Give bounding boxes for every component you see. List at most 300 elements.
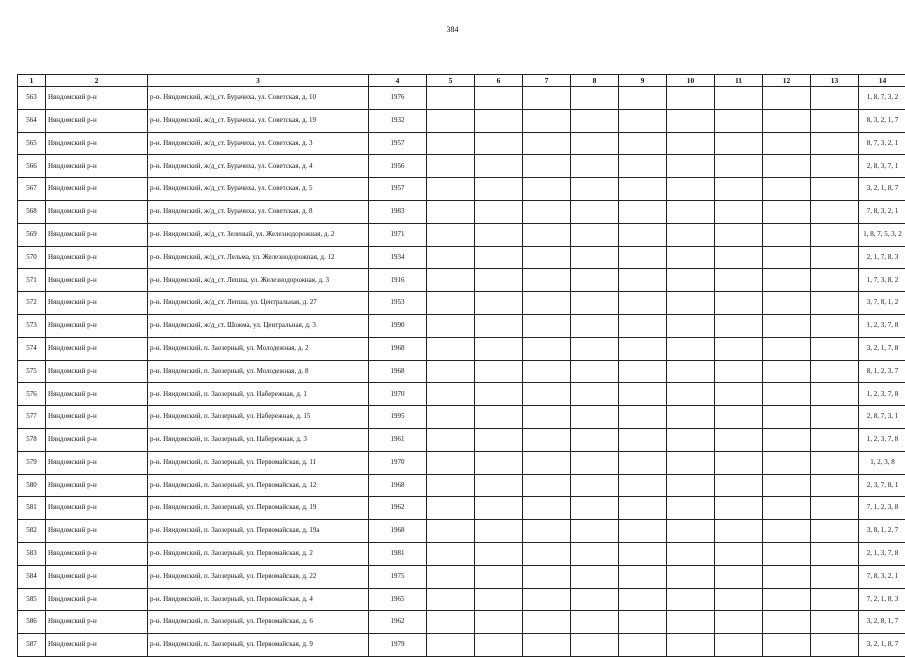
empty-cell — [619, 155, 667, 178]
empty-cell — [475, 634, 523, 657]
empty-cell — [667, 178, 715, 201]
year-cell: 1970 — [369, 451, 427, 474]
year-cell: 1975 — [369, 565, 427, 588]
table-row — [18, 87, 905, 110]
district-cell: Няндомский р-н — [46, 87, 148, 110]
row-number-cell: 574 — [18, 337, 46, 360]
empty-cell — [715, 565, 763, 588]
empty-cell — [523, 269, 571, 292]
empty-cell — [715, 520, 763, 543]
address-cell: р-н. Няндомский, п. Заозерный, ул. Набережная, д. 1 — [148, 383, 369, 406]
empty-cell — [475, 474, 523, 497]
column-header: 10 — [667, 75, 715, 87]
empty-cell — [571, 87, 619, 110]
empty-cell — [427, 178, 475, 201]
empty-cell — [571, 132, 619, 155]
empty-cell — [523, 383, 571, 406]
row-number-cell: 568 — [18, 200, 46, 223]
district-cell: Няндомский р-н — [46, 109, 148, 132]
table-row — [18, 520, 905, 543]
empty-cell — [811, 634, 859, 657]
empty-cell — [475, 223, 523, 246]
empty-cell — [715, 200, 763, 223]
column-header: 4 — [369, 75, 427, 87]
empty-cell — [571, 223, 619, 246]
empty-cell — [715, 109, 763, 132]
empty-cell — [475, 178, 523, 201]
district-cell: Няндомский р-н — [46, 428, 148, 451]
empty-cell — [763, 520, 811, 543]
district-cell: Няндомский р-н — [46, 223, 148, 246]
empty-cell — [523, 132, 571, 155]
empty-cell — [571, 292, 619, 315]
empty-cell — [715, 474, 763, 497]
empty-cell — [667, 520, 715, 543]
column-header: 12 — [763, 75, 811, 87]
code-cell: 7, 1, 2, 3, 8 — [859, 497, 905, 520]
empty-cell — [427, 314, 475, 337]
empty-cell — [475, 360, 523, 383]
empty-cell — [619, 292, 667, 315]
empty-cell — [427, 497, 475, 520]
empty-cell — [475, 406, 523, 429]
empty-cell — [667, 109, 715, 132]
table-row — [18, 565, 905, 588]
empty-cell — [523, 611, 571, 634]
row-number-cell: 583 — [18, 542, 46, 565]
table-row — [18, 155, 905, 178]
year-cell: 1962 — [369, 611, 427, 634]
table-row — [18, 406, 905, 429]
empty-cell — [667, 428, 715, 451]
empty-cell — [427, 360, 475, 383]
empty-cell — [811, 246, 859, 269]
address-cell: р-н. Няндомский, ж/д_ст. Шожма, ул. Центральная, д. 3 — [148, 314, 369, 337]
empty-cell — [523, 337, 571, 360]
code-cell: 1, 2, 3, 7, 8 — [859, 314, 905, 337]
district-cell: Няндомский р-н — [46, 497, 148, 520]
code-cell: 2, 8, 3, 7, 1 — [859, 155, 905, 178]
table-row — [18, 451, 905, 474]
district-cell: Няндомский р-н — [46, 337, 148, 360]
empty-cell — [763, 292, 811, 315]
empty-cell — [811, 155, 859, 178]
address-cell: р-н. Няндомский, ж/д_ст. Бурачиха, ул. Советская, д. 10 — [148, 87, 369, 110]
code-cell: 8, 1, 2, 3, 7 — [859, 360, 905, 383]
year-cell: 1962 — [369, 497, 427, 520]
empty-cell — [763, 314, 811, 337]
district-cell: Няндомский р-н — [46, 451, 148, 474]
empty-cell — [571, 474, 619, 497]
empty-cell — [811, 497, 859, 520]
code-cell: 1, 2, 3, 7, 8 — [859, 383, 905, 406]
row-number-cell: 573 — [18, 314, 46, 337]
empty-cell — [523, 292, 571, 315]
code-cell: 1, 2, 3, 8 — [859, 451, 905, 474]
empty-cell — [523, 406, 571, 429]
row-number-cell: 566 — [18, 155, 46, 178]
empty-cell — [715, 314, 763, 337]
table-row — [18, 246, 905, 269]
empty-cell — [619, 406, 667, 429]
empty-cell — [571, 246, 619, 269]
empty-cell — [715, 542, 763, 565]
code-cell: 2, 8, 7, 3, 1 — [859, 406, 905, 429]
empty-cell — [667, 474, 715, 497]
year-cell: 1916 — [369, 269, 427, 292]
district-cell: Няндомский р-н — [46, 542, 148, 565]
district-cell: Няндомский р-н — [46, 588, 148, 611]
empty-cell — [667, 337, 715, 360]
district-cell: Няндомский р-н — [46, 200, 148, 223]
empty-cell — [763, 269, 811, 292]
empty-cell — [715, 178, 763, 201]
empty-cell — [667, 451, 715, 474]
empty-cell — [763, 542, 811, 565]
empty-cell — [619, 223, 667, 246]
column-header: 3 — [148, 75, 369, 87]
district-cell: Няндомский р-н — [46, 178, 148, 201]
empty-cell — [427, 542, 475, 565]
empty-cell — [811, 406, 859, 429]
table-row — [18, 634, 905, 657]
empty-cell — [619, 87, 667, 110]
empty-cell — [571, 611, 619, 634]
empty-cell — [427, 223, 475, 246]
empty-cell — [763, 406, 811, 429]
empty-cell — [523, 451, 571, 474]
district-cell: Няндомский р-н — [46, 246, 148, 269]
empty-cell — [427, 200, 475, 223]
code-cell: 3, 2, 1, 8, 7 — [859, 178, 905, 201]
empty-cell — [523, 497, 571, 520]
empty-cell — [763, 200, 811, 223]
empty-cell — [619, 565, 667, 588]
empty-cell — [811, 428, 859, 451]
empty-cell — [571, 109, 619, 132]
empty-cell — [523, 223, 571, 246]
district-cell: Няндомский р-н — [46, 269, 148, 292]
empty-cell — [715, 132, 763, 155]
empty-cell — [667, 200, 715, 223]
empty-cell — [427, 109, 475, 132]
column-header: 13 — [811, 75, 859, 87]
code-cell: 8, 7, 3, 2, 1 — [859, 132, 905, 155]
column-header: 6 — [475, 75, 523, 87]
empty-cell — [523, 360, 571, 383]
address-cell: р-н. Няндомский, п. Заозерный, ул. Первомайская, д. 19 — [148, 497, 369, 520]
row-number-cell: 567 — [18, 178, 46, 201]
empty-cell — [811, 565, 859, 588]
address-cell: р-н. Няндомский, п. Заозерный, ул. Первомайская, д. 4 — [148, 588, 369, 611]
table-row — [18, 132, 905, 155]
empty-cell — [715, 611, 763, 634]
address-cell: р-н. Няндомский, п. Заозерный, ул. Молодежная, д. 2 — [148, 337, 369, 360]
empty-cell — [667, 565, 715, 588]
empty-cell — [667, 223, 715, 246]
table-row — [18, 223, 905, 246]
year-cell: 1981 — [369, 542, 427, 565]
empty-cell — [475, 109, 523, 132]
row-number-cell: 579 — [18, 451, 46, 474]
empty-cell — [619, 383, 667, 406]
empty-cell — [571, 565, 619, 588]
empty-cell — [715, 87, 763, 110]
year-cell: 1983 — [369, 200, 427, 223]
empty-cell — [667, 497, 715, 520]
empty-cell — [811, 588, 859, 611]
empty-cell — [427, 155, 475, 178]
empty-cell — [667, 292, 715, 315]
empty-cell — [523, 634, 571, 657]
row-number-cell: 564 — [18, 109, 46, 132]
empty-cell — [427, 588, 475, 611]
empty-cell — [571, 520, 619, 543]
code-cell: 1, 7, 3, 8, 2 — [859, 269, 905, 292]
empty-cell — [427, 269, 475, 292]
empty-cell — [475, 200, 523, 223]
row-number-cell: 584 — [18, 565, 46, 588]
address-cell: р-н. Няндомский, п. Заозерный, ул. Первомайская, д. 22 — [148, 565, 369, 588]
empty-cell — [811, 292, 859, 315]
year-cell: 1932 — [369, 109, 427, 132]
empty-cell — [523, 565, 571, 588]
address-cell: р-н. Няндомский, п. Заозерный, ул. Первомайская, д. 12 — [148, 474, 369, 497]
empty-cell — [619, 269, 667, 292]
year-cell: 1995 — [369, 406, 427, 429]
empty-cell — [667, 406, 715, 429]
table-row — [18, 383, 905, 406]
empty-cell — [427, 292, 475, 315]
code-cell: 2, 1, 3, 7, 8 — [859, 542, 905, 565]
empty-cell — [523, 314, 571, 337]
district-cell: Няндомский р-н — [46, 611, 148, 634]
address-cell: р-н. Няндомский, ж/д_ст. Лепша, ул. Железнодорожная, д. 3 — [148, 269, 369, 292]
code-cell: 3, 2, 1, 8, 7 — [859, 634, 905, 657]
empty-cell — [427, 451, 475, 474]
empty-cell — [763, 451, 811, 474]
empty-cell — [427, 406, 475, 429]
code-cell: 3, 8, 1, 2, 7 — [859, 520, 905, 543]
district-cell: Няндомский р-н — [46, 292, 148, 315]
year-cell: 1971 — [369, 223, 427, 246]
empty-cell — [475, 542, 523, 565]
empty-cell — [667, 87, 715, 110]
empty-cell — [523, 87, 571, 110]
year-cell: 1956 — [369, 155, 427, 178]
empty-cell — [619, 497, 667, 520]
code-cell: 7, 8, 3, 2, 1 — [859, 200, 905, 223]
year-cell: 1968 — [369, 360, 427, 383]
empty-cell — [811, 178, 859, 201]
empty-cell — [811, 520, 859, 543]
empty-cell — [571, 428, 619, 451]
empty-cell — [811, 109, 859, 132]
empty-cell — [523, 155, 571, 178]
empty-cell — [715, 383, 763, 406]
empty-cell — [619, 520, 667, 543]
address-cell: р-н. Няндомский, ж/д_ст. Зеленый, ул. Железнодорожная, д. 2 — [148, 223, 369, 246]
empty-cell — [667, 360, 715, 383]
empty-cell — [619, 474, 667, 497]
empty-cell — [571, 200, 619, 223]
row-number-cell: 586 — [18, 611, 46, 634]
empty-cell — [475, 520, 523, 543]
empty-cell — [763, 611, 811, 634]
table-row — [18, 611, 905, 634]
district-cell: Няндомский р-н — [46, 360, 148, 383]
row-number-cell: 582 — [18, 520, 46, 543]
table-row — [18, 337, 905, 360]
year-cell: 1968 — [369, 520, 427, 543]
empty-cell — [571, 155, 619, 178]
empty-cell — [427, 428, 475, 451]
empty-cell — [715, 223, 763, 246]
table-row — [18, 314, 905, 337]
table-row — [18, 360, 905, 383]
district-cell: Няндомский р-н — [46, 520, 148, 543]
address-cell: р-н. Няндомский, п. Заозерный, ул. Первомайская, д. 2 — [148, 542, 369, 565]
address-cell: р-н. Няндомский, п. Заозерный, ул. Первомайская, д. 11 — [148, 451, 369, 474]
address-cell: р-н. Няндомский, ж/д_ст. Бурачиха, ул. Советская, д. 3 — [148, 132, 369, 155]
empty-cell — [475, 337, 523, 360]
row-number-cell: 587 — [18, 634, 46, 657]
empty-cell — [715, 269, 763, 292]
empty-cell — [763, 87, 811, 110]
district-cell: Няндомский р-н — [46, 383, 148, 406]
address-cell: р-н. Няндомский, ж/д_ст. Лельма, ул. Железнодорожная, д. 12 — [148, 246, 369, 269]
empty-cell — [667, 383, 715, 406]
code-cell: 8, 3, 2, 1, 7 — [859, 109, 905, 132]
empty-cell — [763, 155, 811, 178]
year-cell: 1970 — [369, 383, 427, 406]
empty-cell — [475, 588, 523, 611]
row-number-cell: 577 — [18, 406, 46, 429]
column-header: 9 — [619, 75, 667, 87]
empty-cell — [811, 451, 859, 474]
empty-cell — [427, 634, 475, 657]
empty-cell — [619, 314, 667, 337]
empty-cell — [571, 178, 619, 201]
code-cell: 1, 8, 7, 3, 2 — [859, 87, 905, 110]
empty-cell — [763, 588, 811, 611]
empty-cell — [571, 337, 619, 360]
empty-cell — [475, 292, 523, 315]
empty-cell — [475, 565, 523, 588]
empty-cell — [475, 314, 523, 337]
empty-cell — [715, 428, 763, 451]
code-cell: 2, 3, 7, 8, 1 — [859, 474, 905, 497]
empty-cell — [715, 246, 763, 269]
empty-cell — [763, 428, 811, 451]
code-cell: 3, 2, 8, 1, 7 — [859, 611, 905, 634]
empty-cell — [571, 269, 619, 292]
empty-cell — [571, 451, 619, 474]
empty-cell — [811, 223, 859, 246]
empty-cell — [619, 611, 667, 634]
column-header: 1 — [18, 75, 46, 87]
year-cell: 1961 — [369, 428, 427, 451]
empty-cell — [427, 246, 475, 269]
table-row — [18, 109, 905, 132]
empty-cell — [475, 451, 523, 474]
column-header: 2 — [46, 75, 148, 87]
district-cell: Няндомский р-н — [46, 565, 148, 588]
empty-cell — [811, 269, 859, 292]
empty-cell — [667, 542, 715, 565]
empty-cell — [667, 611, 715, 634]
empty-cell — [811, 611, 859, 634]
address-cell: р-н. Няндомский, ж/д_ст. Бурачиха, ул. Советская, д. 5 — [148, 178, 369, 201]
page-number: 384 — [0, 25, 905, 34]
empty-cell — [571, 588, 619, 611]
empty-cell — [763, 634, 811, 657]
code-cell: 7, 2, 1, 8, 3 — [859, 588, 905, 611]
empty-cell — [523, 474, 571, 497]
empty-cell — [475, 269, 523, 292]
empty-cell — [523, 109, 571, 132]
address-cell: р-н. Няндомский, п. Заозерный, ул. Набережная, д. 15 — [148, 406, 369, 429]
code-cell: 3, 2, 1, 7, 8 — [859, 337, 905, 360]
row-number-cell: 569 — [18, 223, 46, 246]
empty-cell — [763, 360, 811, 383]
year-cell: 1990 — [369, 314, 427, 337]
empty-cell — [763, 474, 811, 497]
row-number-cell: 578 — [18, 428, 46, 451]
empty-cell — [715, 155, 763, 178]
empty-cell — [427, 474, 475, 497]
address-cell: р-н. Няндомский, п. Заозерный, ул. Первомайская, д. 9 — [148, 634, 369, 657]
address-cell: р-н. Няндомский, п. Заозерный, ул. Набережная, д. 3 — [148, 428, 369, 451]
empty-cell — [763, 132, 811, 155]
empty-cell — [811, 542, 859, 565]
empty-cell — [619, 451, 667, 474]
table-row — [18, 292, 905, 315]
code-cell: 3, 7, 8, 1, 2 — [859, 292, 905, 315]
empty-cell — [715, 588, 763, 611]
table-row — [18, 497, 905, 520]
column-header: 5 — [427, 75, 475, 87]
row-number-cell: 563 — [18, 87, 46, 110]
table-row — [18, 178, 905, 201]
empty-cell — [427, 337, 475, 360]
address-cell: р-н. Няндомский, ж/д_ст. Бурачиха, ул. Советская, д. 8 — [148, 200, 369, 223]
year-cell: 1979 — [369, 634, 427, 657]
code-cell: 7, 8, 3, 2, 1 — [859, 565, 905, 588]
empty-cell — [667, 269, 715, 292]
row-number-cell: 572 — [18, 292, 46, 315]
empty-cell — [715, 406, 763, 429]
empty-cell — [571, 542, 619, 565]
year-cell: 1957 — [369, 178, 427, 201]
empty-cell — [475, 497, 523, 520]
empty-cell — [619, 132, 667, 155]
empty-cell — [523, 520, 571, 543]
empty-cell — [475, 87, 523, 110]
year-cell: 1953 — [369, 292, 427, 315]
empty-cell — [523, 542, 571, 565]
empty-cell — [475, 246, 523, 269]
empty-cell — [763, 223, 811, 246]
data-table — [17, 74, 905, 657]
empty-cell — [619, 542, 667, 565]
empty-cell — [619, 634, 667, 657]
table-row — [18, 588, 905, 611]
empty-cell — [811, 87, 859, 110]
district-cell: Няндомский р-н — [46, 132, 148, 155]
empty-cell — [475, 611, 523, 634]
year-cell: 1968 — [369, 337, 427, 360]
